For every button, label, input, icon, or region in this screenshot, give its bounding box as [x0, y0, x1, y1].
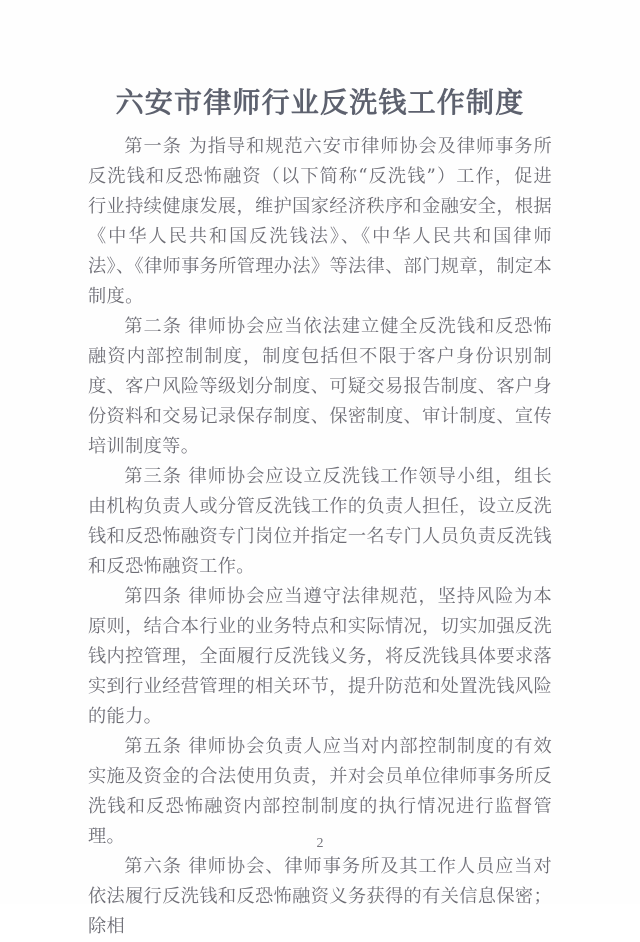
paragraph-article-3: 第三条 律师协会应设立反洗钱工作领导小组，组长由机构负责人或分管反洗钱工作的负责人担任，设立反洗钱和反恐怖融资专门岗位并指定一名专门人员负责反洗钱和反恐怖融资工作。: [88, 466, 552, 577]
paragraph-article-6: 第六条 律师协会、律师事务所及其工作人员应当对依法履行反洗钱和反恐怖融资义务获得的有关信息保密；除相: [88, 856, 552, 937]
paragraph-article-4: 第四条 律师协会应当遵守法律规范，坚持风险为本原则，结合本行业的业务特点和实际情况，切实加强反洗钱内控管理，全面履行反洗钱义务，将反洗钱具体要求落实到行业经营管理的相关环节，提升防范和处置洗钱风险的能力。: [88, 586, 552, 727]
page-number: 2: [316, 836, 324, 851]
page-title: 六安市律师行业反洗钱工作制度: [115, 86, 525, 118]
paragraph-article-1: 第一条 为指导和规范六安市律师协会及律师事务所反洗钱和反恐怖融资（以下简称“反洗钱”）工作，促进行业持续健康发展，维护国家经济秩序和金融安全，根据《中华人民共和国反洗钱法》、《中华人民共和国律师法》、《律师事务所管理办法》等法律、部门规章，制定本制度。: [88, 136, 552, 307]
paragraph-article-5: 第五条 律师协会负责人应当对内部控制制度的有效实施及资金的合法使用负责，并对会员单位律师事务所反洗钱和反恐怖融资内部控制制度的执行情况进行监督管理。: [88, 736, 552, 847]
paragraph-article-2: 第二条 律师协会应当依法建立健全反洗钱和反恐怖融资内部控制制度，制度包括但不限于客户身份识别制度、客户风险等级划分制度、可疑交易报告制度、客户身份资料和交易记录保存制度、保密制度、审计制度、宣传培训制度等。: [88, 316, 552, 457]
document-body: [88, 132, 552, 942]
